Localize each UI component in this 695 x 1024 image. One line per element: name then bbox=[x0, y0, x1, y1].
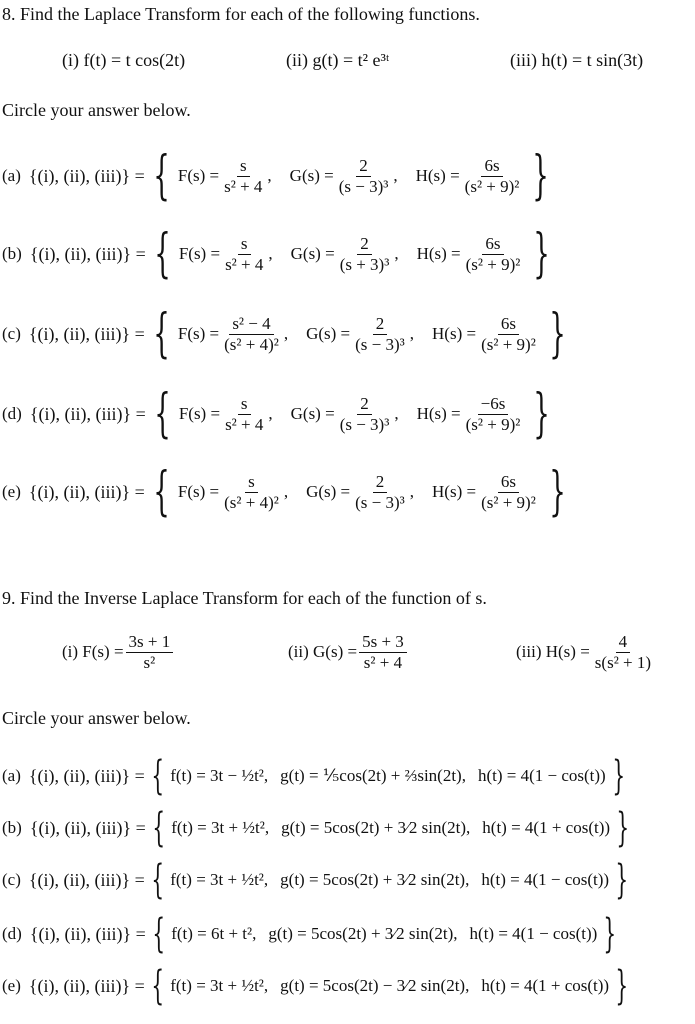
H-fraction bbox=[478, 314, 539, 354]
h-expression: h(t) = 4(1 − cos(t)) bbox=[477, 766, 606, 785]
left-brace: { bbox=[151, 753, 164, 799]
option-set: {(i), (ii), (iii)} = bbox=[28, 869, 145, 890]
H-numerator: 6s bbox=[498, 472, 519, 493]
q9-option-row[interactable] bbox=[2, 857, 635, 903]
G-numerator: 2 bbox=[373, 314, 388, 335]
g-expression: g(t) = 5cos(2t) + 3⁄2 sin(2t), bbox=[268, 924, 458, 943]
q8-option-row[interactable]: (a) {(i), (ii), (iii)} = { F(s) = $\frac{s}{\text{s² + 4}}$ , G(s) = $\frac{2}{\text{(s − 3)³}}$ , H(s) = $\frac{6s}{\text{(s² + 9)²}}$ } bbox=[2, 146, 550, 206]
F-numerator: s bbox=[237, 156, 250, 177]
f-expression: f(t) = 3t + ½t², bbox=[171, 818, 270, 837]
F-denominator: s² + 4 bbox=[224, 176, 263, 196]
G-numerator: 2 bbox=[356, 156, 371, 177]
H-fraction bbox=[462, 156, 523, 196]
left-brace: { bbox=[154, 224, 171, 284]
G-numerator: 2 bbox=[357, 394, 372, 415]
right-brace: } bbox=[549, 304, 566, 364]
H-denominator: (s² + 9)² bbox=[481, 334, 536, 354]
left-brace: { bbox=[153, 304, 170, 364]
q9-fii-prefix: (ii) G(s) = bbox=[288, 642, 358, 662]
G-label: G(s) = bbox=[306, 324, 351, 343]
option-label[interactable]: (a) bbox=[2, 166, 21, 185]
F-denominator: (s² + 4)² bbox=[224, 492, 279, 512]
G-denominator: (s − 3)³ bbox=[339, 414, 390, 434]
q9-option-row[interactable] bbox=[2, 911, 623, 957]
G-denominator: (s + 3)³ bbox=[339, 254, 390, 274]
q9-option-row[interactable] bbox=[2, 753, 631, 799]
q9-fiii-fraction bbox=[592, 632, 654, 672]
q8-instruction: Circle your answer below. bbox=[2, 100, 191, 120]
F-fraction bbox=[221, 156, 265, 196]
q9-function-i bbox=[62, 632, 175, 672]
option-set: {(i), (ii), (iii)} = bbox=[29, 923, 146, 944]
F-denominator: (s² + 4)² bbox=[224, 334, 279, 354]
q8-option-row[interactable]: (d) {(i), (ii), (iii)} = { F(s) = $\frac{s}{\text{s² + 4}}$ , G(s) = $\frac{2}{\text{(s − 3)³}}$ , H(s) = $\frac{-6s}{\text{(s² + 9)²}}$ } bbox=[2, 384, 551, 444]
F-label: F(s) = bbox=[178, 404, 221, 423]
q9-fii-fraction bbox=[359, 632, 407, 672]
h-expression: h(t) = 4(1 − cos(t)) bbox=[481, 870, 610, 889]
H-numerator: 6s bbox=[481, 156, 502, 177]
option-label[interactable]: (e) bbox=[2, 482, 21, 501]
option-set: {(i), (ii), (iii)} = bbox=[28, 323, 145, 344]
option-set: {(i), (ii), (iii)} = bbox=[29, 403, 146, 424]
q9-instruction: Circle your answer below. bbox=[2, 708, 191, 728]
G-numerator: 2 bbox=[357, 234, 372, 255]
G-label: G(s) = bbox=[306, 482, 351, 501]
H-denominator: (s² + 9)² bbox=[465, 254, 521, 274]
F-label: F(s) = bbox=[177, 324, 220, 343]
F-denominator: s² + 4 bbox=[225, 254, 264, 274]
H-fraction bbox=[478, 472, 539, 512]
H-numerator: −6s bbox=[478, 394, 509, 415]
left-brace: { bbox=[151, 857, 164, 903]
G-denominator: (s − 3)³ bbox=[355, 492, 405, 512]
left-brace: { bbox=[154, 384, 171, 444]
G-denominator: (s − 3)³ bbox=[355, 334, 405, 354]
q8-option-row[interactable]: (b) {(i), (ii), (iii)} = { F(s) = $\frac{s}{\text{s² + 4}}$ , G(s) = $\frac{2}{\text{(s + 3)³}}$ , H(s) = $\frac{6s}{\text{(s² + 9)²}}$ } bbox=[2, 224, 551, 284]
q8-function-ii: (ii) g(t) = t² e³ᵗ bbox=[286, 50, 390, 70]
q9-fiii-denominator: s(s² + 1) bbox=[594, 652, 652, 672]
right-brace: } bbox=[533, 384, 551, 444]
q9-title: 9. Find the Inverse Laplace Transform for each of the function of s. bbox=[2, 588, 487, 608]
left-brace: { bbox=[152, 805, 165, 851]
option-label[interactable]: (c) bbox=[2, 324, 21, 343]
H-label: H(s) = bbox=[432, 482, 477, 501]
q9-fiii-numerator: 4 bbox=[616, 632, 631, 653]
option-set: {(i), (ii), (iii)} = bbox=[28, 975, 145, 996]
q9-function-iii bbox=[516, 632, 656, 672]
option-label[interactable]: (e) bbox=[2, 976, 21, 995]
option-set: {(i), (ii), (iii)} = bbox=[28, 481, 145, 502]
f-expression: f(t) = 6t + t², bbox=[171, 924, 257, 943]
g-expression: g(t) = 5cos(2t) − 3⁄2 sin(2t), bbox=[280, 976, 470, 995]
option-label[interactable]: (a) bbox=[2, 766, 21, 785]
F-label: F(s) = bbox=[178, 244, 221, 263]
H-fraction bbox=[463, 394, 524, 434]
q9-fi-prefix: (i) F(s) = bbox=[62, 642, 124, 662]
F-fraction bbox=[221, 314, 282, 354]
right-brace: } bbox=[615, 963, 629, 1009]
H-denominator: (s² + 9)² bbox=[481, 492, 536, 512]
h-expression: h(t) = 4(1 + cos(t)) bbox=[481, 976, 610, 995]
F-denominator: s² + 4 bbox=[225, 414, 264, 434]
q9-option-row[interactable] bbox=[2, 805, 635, 851]
option-set: {(i), (ii), (iii)} = bbox=[29, 817, 146, 838]
right-brace: } bbox=[603, 911, 617, 957]
right-brace: } bbox=[549, 462, 566, 522]
option-set: {(i), (ii), (iii)} = bbox=[28, 165, 145, 186]
H-fraction bbox=[463, 234, 524, 274]
q9-fiii-prefix: (iii) H(s) = bbox=[516, 642, 590, 662]
G-fraction bbox=[336, 156, 392, 196]
F-fraction bbox=[221, 472, 282, 512]
H-label: H(s) = bbox=[432, 324, 477, 343]
H-label: H(s) = bbox=[416, 244, 461, 263]
q9-fi-fraction bbox=[126, 632, 174, 672]
f-expression: f(t) = 3t + ½t², bbox=[170, 870, 269, 889]
q9-fii-denominator: s² + 4 bbox=[363, 652, 403, 672]
left-brace: { bbox=[153, 462, 170, 522]
q8-function-i: (i) f(t) = t cos(2t) bbox=[62, 50, 186, 70]
q9-fi-numerator: 3s + 1 bbox=[126, 632, 174, 653]
q9-fi-denominator: s² bbox=[143, 652, 156, 672]
g-expression: g(t) = ⅕cos(2t) + ⅔sin(2t), bbox=[280, 766, 466, 785]
F-fraction bbox=[222, 394, 266, 434]
left-brace: { bbox=[153, 146, 170, 206]
G-label: G(s) = bbox=[289, 166, 334, 185]
G-fraction bbox=[337, 234, 393, 274]
f-expression: f(t) = 3t + ½t², bbox=[170, 976, 269, 995]
G-label: G(s) = bbox=[290, 244, 335, 263]
q8-title: 8. Find the Laplace Transform for each of the following functions. bbox=[2, 4, 480, 24]
option-label[interactable]: (c) bbox=[2, 870, 21, 889]
H-label: H(s) = bbox=[416, 404, 461, 423]
q9-fii-numerator: 5s + 3 bbox=[359, 632, 407, 653]
option-set: {(i), (ii), (iii)} = bbox=[28, 765, 145, 786]
G-fraction bbox=[337, 394, 393, 434]
left-brace: { bbox=[151, 963, 164, 1009]
q9-function-ii bbox=[288, 632, 409, 672]
right-brace: } bbox=[615, 857, 629, 903]
G-label: G(s) = bbox=[290, 404, 335, 423]
G-denominator: (s − 3)³ bbox=[338, 176, 389, 196]
right-brace: } bbox=[616, 805, 630, 851]
f-expression: f(t) = 3t − ½t², bbox=[170, 766, 269, 785]
F-numerator: s bbox=[238, 234, 251, 255]
H-label: H(s) = bbox=[415, 166, 460, 185]
g-expression: g(t) = 5cos(2t) + 3⁄2 sin(2t), bbox=[280, 870, 470, 889]
q9-option-row[interactable] bbox=[2, 963, 635, 1009]
q8-option-row[interactable]: (e) {(i), (ii), (iii)} = { F(s) = $\frac{s}{\text{(s² + 4)²}}$ , G(s) = $\frac{2}{\text{(s − 3)³}}$ , H(s) = $\frac{6s}{\text{(s² + 9)²}}$ } bbox=[2, 462, 566, 522]
option-label[interactable]: (b) bbox=[2, 818, 22, 837]
option-label[interactable]: (b) bbox=[2, 244, 22, 263]
H-denominator: (s² + 9)² bbox=[464, 176, 520, 196]
F-numerator: s bbox=[238, 394, 251, 415]
G-numerator: 2 bbox=[373, 472, 388, 493]
option-label[interactable]: (d) bbox=[2, 924, 22, 943]
q8-option-row[interactable]: (c) {(i), (ii), (iii)} = { F(s) = $\frac{\text{s² − 4}}{\text{(s² + 4)²}}$ , G(s) = $\frac{2}{\text{(s − 3)³}}$ , H(s) = $\frac{6s}{\text{(s² + 9)²}}$ } bbox=[2, 304, 566, 364]
option-set: {(i), (ii), (iii)} = bbox=[29, 243, 146, 264]
F-numerator: s bbox=[245, 472, 258, 493]
G-fraction bbox=[352, 472, 408, 512]
right-brace: } bbox=[532, 146, 550, 206]
H-numerator: 6s bbox=[482, 234, 503, 255]
H-numerator: 6s bbox=[498, 314, 519, 335]
F-fraction bbox=[222, 234, 266, 274]
right-brace: } bbox=[533, 224, 551, 284]
H-denominator: (s² + 9)² bbox=[465, 414, 521, 434]
G-fraction bbox=[352, 314, 408, 354]
h-expression: h(t) = 4(1 − cos(t)) bbox=[469, 924, 598, 943]
F-label: F(s) = bbox=[177, 166, 220, 185]
h-expression: h(t) = 4(1 + cos(t)) bbox=[482, 818, 611, 837]
option-label[interactable]: (d) bbox=[2, 404, 22, 423]
F-label: F(s) = bbox=[177, 482, 220, 501]
left-brace: { bbox=[152, 911, 165, 957]
g-expression: g(t) = 5cos(2t) + 3⁄2 sin(2t), bbox=[281, 818, 471, 837]
q8-function-iii: (iii) h(t) = t sin(3t) bbox=[510, 50, 644, 70]
right-brace: } bbox=[612, 753, 625, 799]
F-numerator: s² − 4 bbox=[229, 314, 273, 335]
